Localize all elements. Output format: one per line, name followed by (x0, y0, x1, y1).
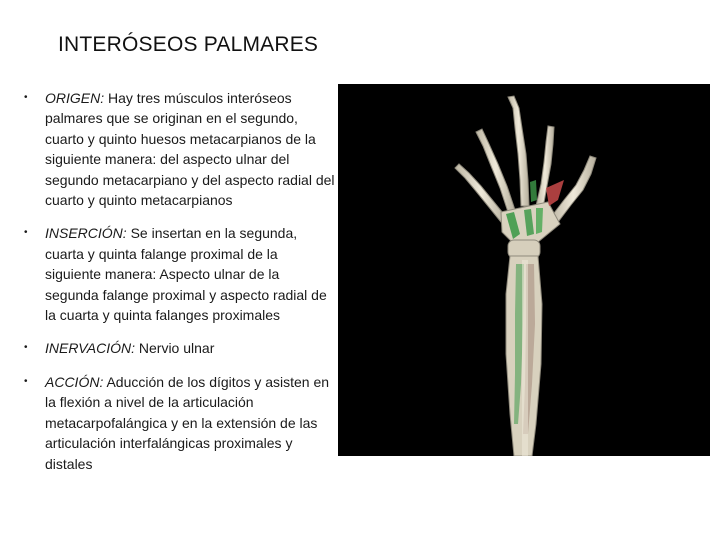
forearm (506, 256, 542, 456)
fingers (455, 96, 596, 222)
bullet-insertion (24, 223, 336, 325)
bullet-action (24, 372, 336, 474)
anatomy-illustration (338, 84, 710, 456)
forearm-hand-drawing (338, 84, 710, 456)
bullet-term: INSERCIÓN: (45, 225, 127, 242)
bullet-text: Se insertan en la segunda, cuarta y quinta falange proximal de la siguiente manera: Aspecto ulnar de la segunda falange proximal y aspecto radial de la cuarta y quinta falanges proximales (45, 225, 327, 324)
bullet-term: INERVACIÓN: (45, 340, 135, 357)
wrist (508, 240, 540, 258)
bullet-origin (24, 88, 336, 210)
bullet-dot: • (24, 342, 28, 354)
slide-title: INTERÓSEOS PALMARES (58, 33, 319, 56)
bullet-innervation (24, 338, 336, 358)
bullet-dot: • (24, 227, 28, 239)
bullet-dot: • (24, 92, 28, 103)
bullet-text: Nervio ulnar (135, 340, 215, 357)
bullet-dot: • (24, 375, 28, 387)
bullet-text: Hay tres músculos interóseos palmares que se originan en el segundo, cuarto y quinto huesos metacarpianos de la siguiente manera: del aspecto ulnar del segundo metacarpiano y del aspecto radial del cuarto y quinto metacarpianos (45, 90, 335, 209)
bullet-list (24, 88, 336, 474)
bullet-term: ACCIÓN: (45, 373, 104, 390)
bullet-term: ORIGEN: (45, 90, 105, 106)
bullet-text: Aducción de los dígitos y asisten en la flexión a nivel de la articulación metacarpofalángica y en la extensión de las articulación interfalángicas proximales y distales (45, 373, 330, 472)
